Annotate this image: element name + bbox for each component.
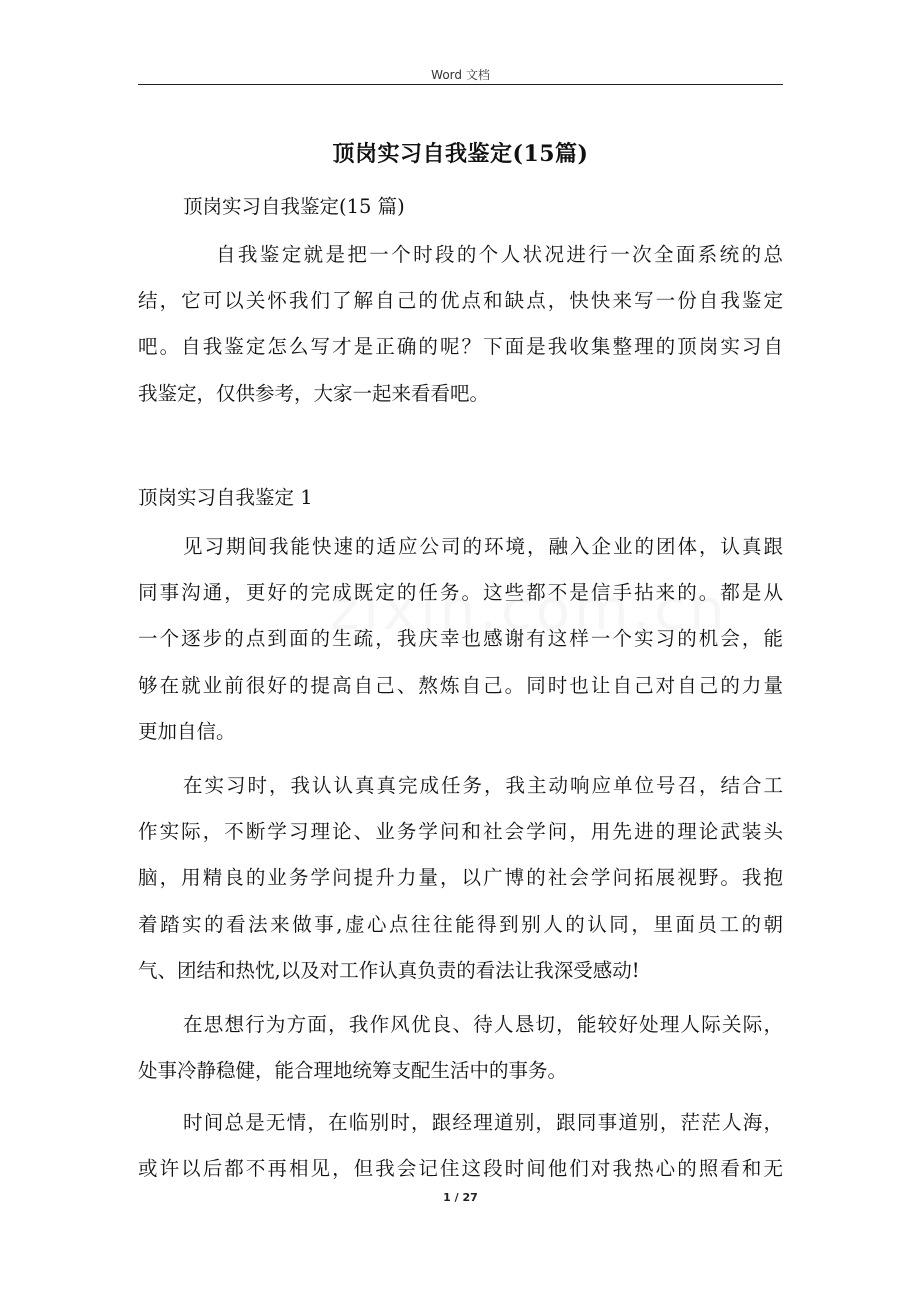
paragraph-line: 处事冷静稳健，能合理地统筹支配生活中的事务。	[138, 1059, 568, 1083]
paragraph-line: 一个逐步的点到面的生疏，我庆幸也感谢有这样一个实习的机会，能	[138, 627, 783, 651]
paragraph-3	[138, 1002, 783, 1094]
paragraph-line: 或许以后都不再相见，但我会记住这段时间他们对我热心的照看和无	[138, 1157, 783, 1181]
paragraph-4	[138, 1100, 783, 1192]
paragraph-line: 同事沟通，更好的完成既定的任务。这些都不是信手拈来的。都是从	[138, 581, 783, 605]
paragraph-line: 吧。自我鉴定怎么写才是正确的呢？下面是我收集整理的顶岗实习自	[138, 335, 783, 359]
intro-paragraph	[138, 232, 783, 417]
paragraph-line: 见习期间我能快速的适应公司的环境，融入企业的团体，认真跟	[183, 535, 783, 558]
paragraph-line: 自我鉴定就是把一个时段的个人状况进行一次全面系统的总	[216, 243, 783, 266]
paragraph-line: 脑，用精良的业务学问提升力量，以广博的社会学问拓展视野。我抱	[138, 866, 783, 890]
paragraph-line: 气、团结和热忱,以及对工作认真负责的看法让我深受感动!	[138, 958, 640, 982]
paragraph-line: 结，它可以关怀我们了解自己的优点和缺点，快快来写一份自我鉴定	[138, 289, 783, 313]
paragraph-line: 我鉴定，仅供参考，大家一起来看看吧。	[138, 381, 490, 405]
running-header: Word 文档	[431, 68, 490, 82]
document-subtitle: 顶岗实习自我鉴定(15 篇)	[183, 195, 405, 218]
paragraph-1	[138, 524, 783, 755]
header-divider	[138, 84, 783, 85]
paragraph-line: 够在就业前很好的提高自己、熬炼自己。同时也让自己对自己的力量	[138, 673, 783, 697]
paragraph-line: 在思想行为方面，我作风优良、待人恳切，能较好处理人际关际，	[183, 1013, 783, 1036]
paragraph-line: 更加自信。	[138, 719, 236, 743]
paragraph-line: 在实习时，我认认真真完成任务，我主动响应单位号召，结合工	[183, 774, 783, 797]
paragraph-2	[138, 763, 783, 994]
section-heading: 顶岗实习自我鉴定 1	[138, 486, 313, 509]
paragraph-line: 着踏实的看法来做事,虚心点往往能得到别人的认同，里面员工的朝	[138, 912, 783, 936]
page-number: 1 / 27	[443, 1191, 478, 1204]
document-title: 顶岗实习自我鉴定(15篇)	[332, 141, 589, 167]
paragraph-line: 时间总是无情，在临别时，跟经理道别，跟同事道别，茫茫人海，	[183, 1111, 783, 1134]
paragraph-line: 作实际，不断学习理论、业务学问和社会学问，用先进的理论武装头	[138, 820, 783, 844]
